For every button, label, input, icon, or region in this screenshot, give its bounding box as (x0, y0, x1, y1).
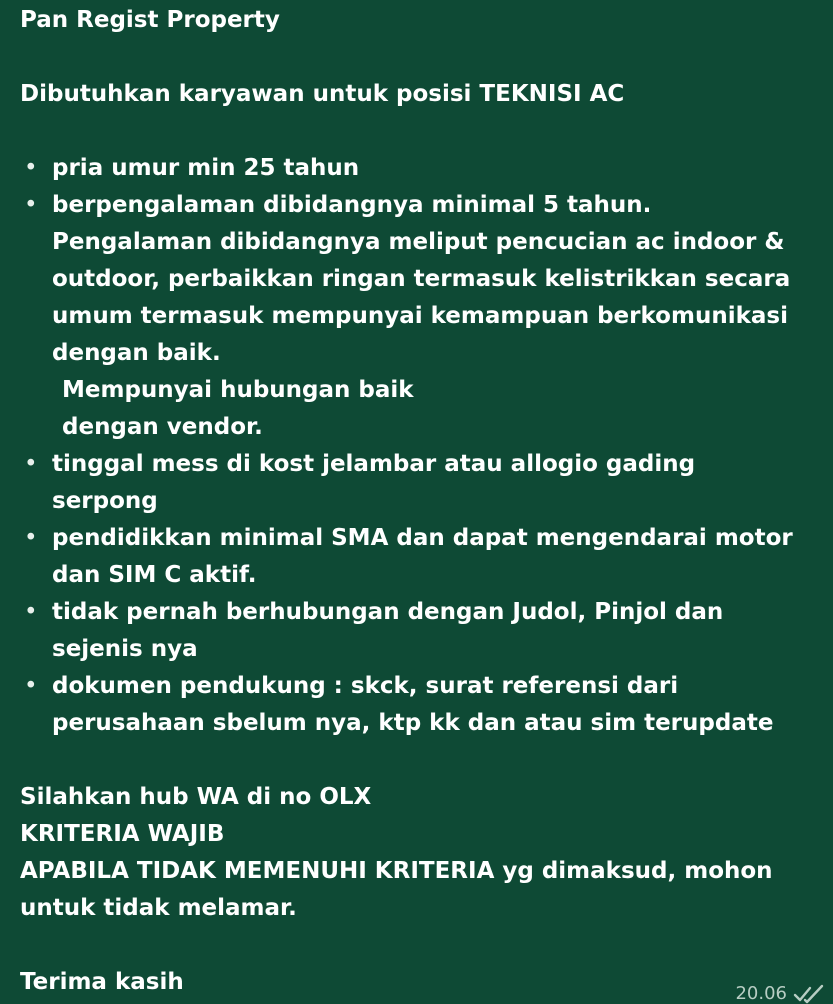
criteria-title: KRITERIA WAJIB (20, 821, 225, 847)
double-check-icon (793, 984, 827, 1004)
experience-detail: Pengalaman dibidangnya meliput pencucian ac indoor & outdoor, perbaikkan ringan termasuk kelistrikkan secara umum termasuk mempunyai kemampuan berkomunikasi dengan baik. (52, 229, 791, 366)
message-time: 20.06 (735, 983, 787, 1004)
message-intro: Dibutuhkan karyawan untuk posisi TEKNISI AC (20, 81, 625, 107)
spacer (20, 742, 820, 779)
requirements-list (20, 150, 820, 224)
list-item: • berpengalaman dibidangnya minimal 5 tahun. (20, 187, 820, 224)
list-item: • dokumen pendukung : skck, surat referensi dari perusahaan sbelum nya, ktp kk dan atau sim terupdate (20, 668, 820, 742)
warning-text: APABILA TIDAK MEMENUHI KRITERIA yg dimaksud, mohon untuk tidak melamar. (20, 858, 773, 921)
closing-text: Terima kasih (20, 969, 184, 995)
list-item: • tidak pernah berhubungan dengan Judol, Pinjol dan sejenis nya (20, 594, 820, 668)
message-meta (735, 983, 827, 1004)
list-item: • pria umur min 25 tahun (20, 150, 820, 187)
spacer (20, 113, 820, 150)
spacer (20, 927, 820, 964)
message-heading: Pan Regist Property (20, 7, 280, 33)
contact-line: Silahkan hub WA di no OLX (20, 784, 372, 810)
requirements-list-continued (20, 446, 820, 742)
list-item: • tinggal mess di kost jelambar atau allogio gading serpong (20, 446, 820, 520)
list-item: • pendidikkan minimal SMA dan dapat mengendarai motor dan SIM C aktif. (20, 520, 820, 594)
message-text (20, 2, 820, 1001)
spacer (20, 39, 820, 76)
vendor-detail: Mempunyai hubungan baik dengan vendor. (62, 377, 414, 440)
